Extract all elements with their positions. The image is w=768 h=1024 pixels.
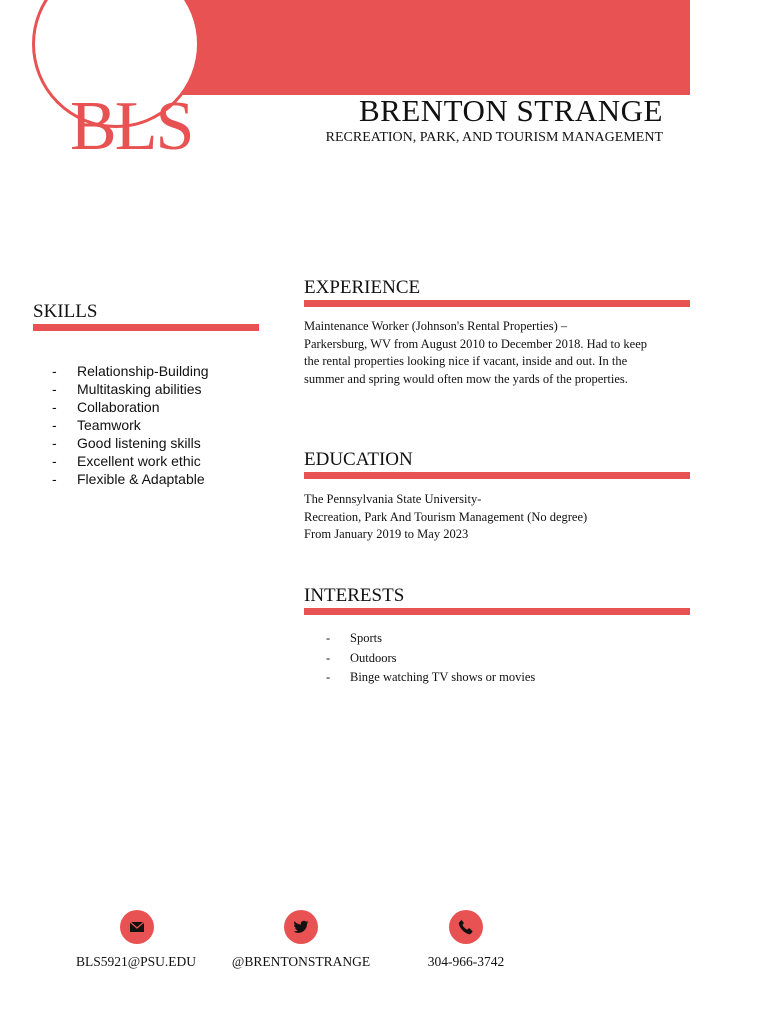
monogram: BLS — [70, 88, 193, 165]
list-item: - Teamwork — [52, 417, 141, 433]
interests-list — [326, 629, 535, 688]
contact-twitter: @BRENTONSTRANGE — [231, 954, 371, 969]
education-rule — [304, 472, 690, 479]
interests-heading: INTERESTS — [304, 585, 405, 606]
candidate-name: BRENTON STRANGE — [358, 93, 663, 128]
list-item: - Relationship-Building — [52, 363, 209, 379]
experience-text: Maintenance Worker (Johnson's Rental Properties) – Parkersburg, WV from August 2010 to December 2018. Had to keep the rental properties looking nice if vacant, inside and out. In the summer and spring would often mow the yards of the properties. — [304, 319, 647, 386]
header-banner — [150, 0, 690, 95]
education-text: The Pennsylvania State University- Recreation, Park And Tourism Management (No degree) From January 2019 to May 2023 — [304, 492, 588, 541]
experience-heading: EXPERIENCE — [304, 277, 421, 298]
list-item: - Outdoors — [326, 650, 397, 665]
list-item: - Binge watching TV shows or movies — [326, 670, 536, 684]
skills-list — [52, 362, 209, 488]
interests-rule — [304, 608, 690, 615]
experience-rule — [304, 300, 690, 307]
twitter-bird-icon — [284, 910, 318, 944]
envelope-icon — [120, 910, 154, 944]
list-item: - Sports — [326, 631, 382, 645]
list-item: - Excellent work ethic — [52, 453, 201, 469]
phone-icon — [449, 910, 483, 944]
skills-rule — [33, 324, 259, 331]
list-item: - Collaboration — [52, 399, 160, 415]
list-item: - Multitasking abilities — [52, 381, 202, 397]
skills-heading: SKILLS — [33, 301, 98, 322]
education-heading: EDUCATION — [304, 449, 413, 470]
contact-email: BLS5921@PSU.EDU — [75, 954, 197, 969]
contact-phone: 304-966-3742 — [427, 954, 505, 969]
list-item: - Good listening skills — [52, 435, 201, 451]
list-item: - Flexible & Adaptable — [52, 471, 205, 487]
candidate-subtitle: RECREATION, PARK, AND TOURISM MANAGEMENT — [325, 130, 663, 145]
